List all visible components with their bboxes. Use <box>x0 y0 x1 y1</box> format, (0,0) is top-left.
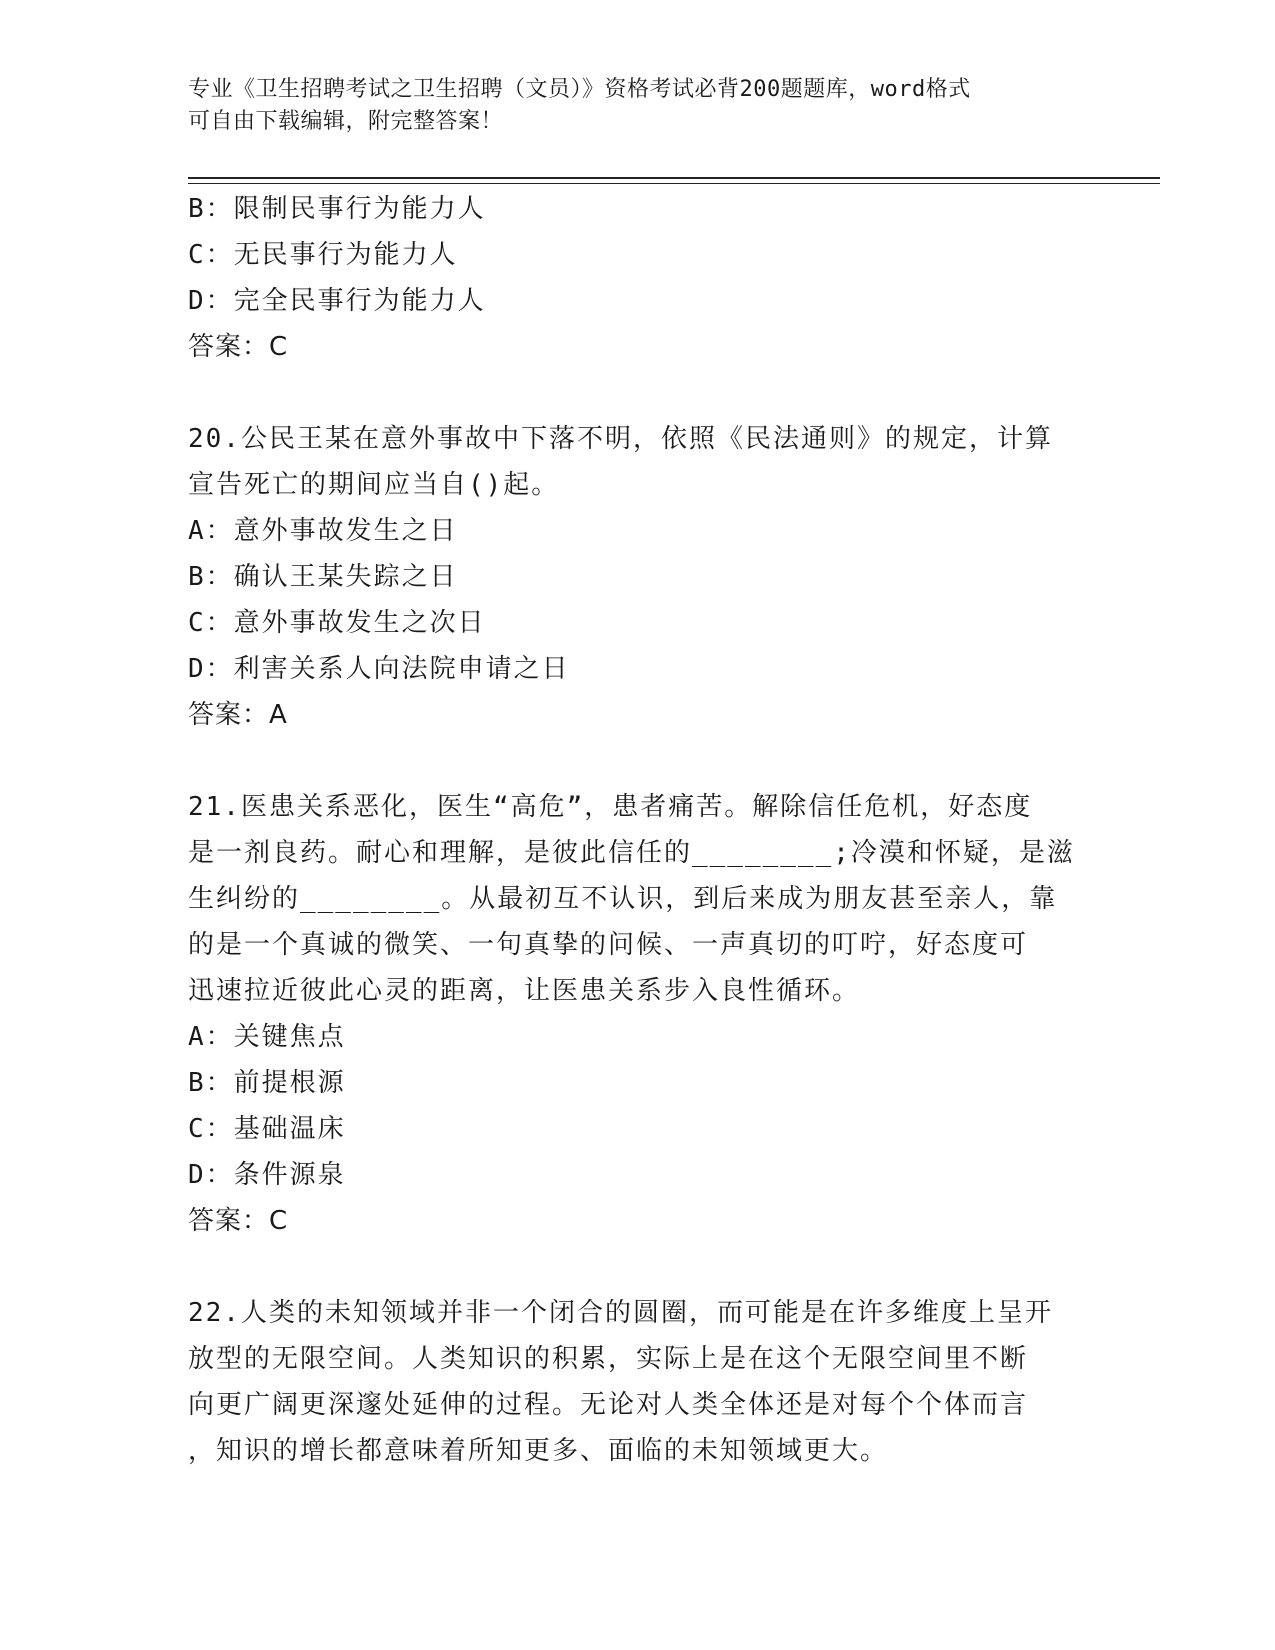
option-b: B：前提根源 <box>188 1068 346 1098</box>
question-19 <box>188 186 1088 370</box>
question-stem-line: 的是一个真诚的微笑、一句真挚的问候、一声真切的叮咛，好态度可 <box>188 930 1029 960</box>
question-stem-line: 宣告死亡的期间应当自()起。 <box>188 470 560 500</box>
option-c: C：无民事行为能力人 <box>188 240 458 270</box>
header-divider-thick <box>188 177 1160 179</box>
header-line-1: 专业《卫生招聘考试之卫生招聘（文员）》资格考试必背200题题库，word格式 <box>188 77 971 102</box>
answer: 答案：C <box>188 1206 289 1236</box>
document-header <box>188 74 1068 138</box>
question-22 <box>188 1290 1088 1474</box>
header-line-2: 可自由下载编辑，附完整答案！ <box>188 109 504 134</box>
option-d: D：条件源泉 <box>188 1160 346 1190</box>
option-d: D：利害关系人向法院申请之日 <box>188 654 570 684</box>
question-content <box>188 186 1088 1474</box>
question-stem-line: 放型的无限空间。人类知识的积累，实际上是在这个无限空间里不断 <box>188 1344 1029 1374</box>
option-d: D：完全民事行为能力人 <box>188 286 486 316</box>
question-stem-line: 生纠纷的________。从最初互不认识，到后来成为朋友甚至亲人，靠 <box>188 884 1058 914</box>
option-a: A：意外事故发生之日 <box>188 516 458 546</box>
question-stem-line: ，知识的增长都意味着所知更多、面临的未知领域更大。 <box>188 1436 889 1466</box>
question-stem-line: 迅速拉近彼此心灵的距离，让医患关系步入良性循环。 <box>188 976 861 1006</box>
option-c: C：意外事故发生之次日 <box>188 608 486 638</box>
option-b: B：限制民事行为能力人 <box>188 194 486 224</box>
option-a: A：关键焦点 <box>188 1022 346 1052</box>
question-stem-line: 是一剂良药。耐心和理解，是彼此信任的________;冷漠和怀疑，是滋 <box>188 838 1075 868</box>
question-21 <box>188 784 1088 1244</box>
question-stem-line: 22.人类的未知领域并非一个闭合的圆圈，而可能是在许多维度上呈开 <box>188 1298 1053 1328</box>
question-stem-line: 向更广阔更深邃处延伸的过程。无论对人类全体还是对每个个体而言 <box>188 1390 1029 1420</box>
question-20 <box>188 416 1088 738</box>
question-stem-line: 20.公民王某在意外事故中下落不明，依照《民法通则》的规定，计算 <box>188 424 1053 454</box>
question-stem-line: 21.医患关系恶化，医生“高危”，患者痛苦。解除信任危机，好态度 <box>188 792 1033 822</box>
option-c: C：基础温床 <box>188 1114 346 1144</box>
answer: 答案：C <box>188 332 289 362</box>
header-divider-thin <box>188 183 1160 184</box>
answer: 答案：A <box>188 700 288 730</box>
option-b: B：确认王某失踪之日 <box>188 562 458 592</box>
